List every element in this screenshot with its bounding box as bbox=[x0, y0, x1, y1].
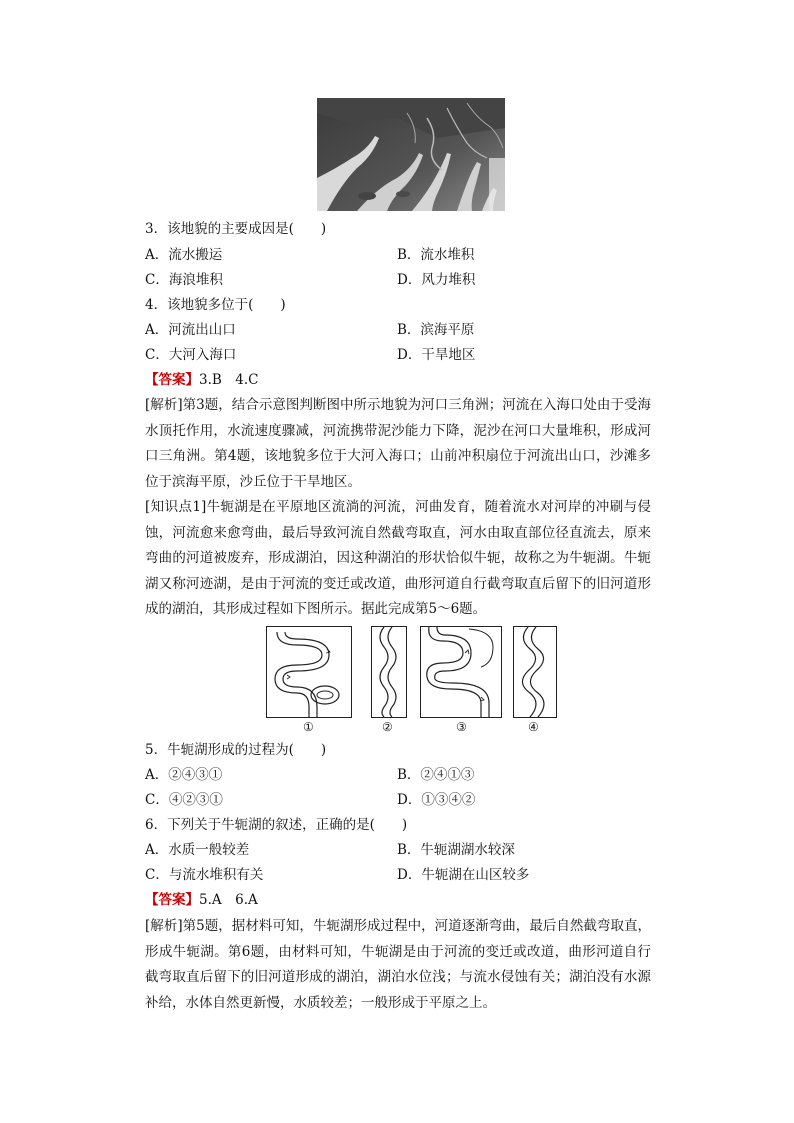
q4-stem: 4．该地貌多位于( ) bbox=[145, 297, 286, 313]
figure-label-1: ① bbox=[303, 720, 314, 734]
answer-1 bbox=[145, 370, 259, 390]
figure-panel-3 bbox=[420, 626, 502, 718]
q3-option-a[interactable]: A．流水搬运 bbox=[145, 247, 223, 263]
analysis-2: [解析]第5题，据材料可知，牛轭湖形成过程中，河道逐渐弯曲，最后自然截弯取直，形成牛轭湖。第6题，由材料可知，牛轭湖是由于河流的变迁或改道，曲形河道自行截弯取直后留下的旧河道形成的湖泊，湖泊水位浅；与流水侵蚀有关；湖泊没有水源补给，水体自然更新慢，水质较差；一般形成于平原之上。 bbox=[145, 918, 651, 1011]
q3-stem: 3．该地貌的主要成因是( ) bbox=[145, 221, 327, 237]
answer-tag: 【答案】 bbox=[145, 372, 199, 388]
analysis-1: [解析]第3题，结合示意图判断图中所示地貌为河口三角洲；河流在入海口处由于受海水顶托作用，水流速度骤减，河流携带泥沙能力下降，泥沙在河口大量堆积，形成河口三角洲。第4题，该地貌多位于大河入海口；山前冲积扇位于河流出山口，沙滩多位于滨海平原，沙丘位于干旱地区。 bbox=[145, 397, 651, 490]
answer-text: 5.A 6.A bbox=[199, 892, 258, 908]
q5-option-a[interactable]: A．②④③① bbox=[145, 767, 223, 783]
delta-satellite-photo bbox=[317, 98, 505, 211]
q6-option-b[interactable]: B．牛轭湖湖水较深 bbox=[397, 842, 515, 858]
oxbow-lake-figure bbox=[266, 626, 558, 738]
figure-panel-2 bbox=[371, 626, 407, 718]
q5-option-d[interactable]: D．①③④② bbox=[397, 792, 476, 808]
q3-option-c[interactable]: C．海浪堆积 bbox=[145, 272, 223, 288]
figure-label-4: ④ bbox=[528, 720, 539, 734]
q5-stem: 5．牛轭湖形成的过程为( ) bbox=[145, 742, 327, 758]
answer-text: 3.B 4.C bbox=[199, 372, 259, 388]
q6-stem: 6．下列关于牛轭湖的叙述，正确的是( ) bbox=[145, 817, 408, 833]
q3-option-b[interactable]: B．流水堆积 bbox=[397, 247, 475, 263]
q4-option-c[interactable]: C．大河入海口 bbox=[145, 347, 237, 363]
q3-option-d[interactable]: D．风力堆积 bbox=[397, 272, 476, 288]
q6-option-d[interactable]: D．牛轭湖在山区较多 bbox=[397, 867, 530, 883]
q4-option-a[interactable]: A．河流出山口 bbox=[145, 322, 236, 338]
answer-tag: 【答案】 bbox=[145, 892, 199, 908]
q6-option-c[interactable]: C．与流水堆积有关 bbox=[145, 867, 264, 883]
q5-option-b[interactable]: B．②④①③ bbox=[397, 767, 475, 783]
q5-option-c[interactable]: C．④②③① bbox=[145, 792, 223, 808]
answer-2 bbox=[145, 890, 258, 910]
q4-option-b[interactable]: B．滨海平原 bbox=[397, 322, 475, 338]
knowledge-point-1: [知识点1]牛轭湖是在平原地区流淌的河流，河曲发育，随着流水对河岸的冲刷与侵蚀，河流愈来愈弯曲，最后导致河流自然截弯取直，河水由取直部位径直流去，原来弯曲的河道被废弃，形成湖泊，因这种湖泊的形状恰似牛轭，故称之为牛轭湖。牛轭湖又称河迹湖，是由于河流的变迁或改道，曲形河道自行截弯取直后留下的旧河道形成的湖泊，其形成过程如下图所示。据此完成第5～6题。 bbox=[145, 499, 651, 617]
figure-label-3: ③ bbox=[456, 720, 467, 734]
figure-panel-4 bbox=[513, 626, 557, 718]
q4-option-d[interactable]: D．干旱地区 bbox=[397, 347, 476, 363]
figure-panel-1 bbox=[266, 626, 352, 718]
figure-label-2: ② bbox=[382, 720, 393, 734]
q6-option-a[interactable]: A．水质一般较差 bbox=[145, 842, 250, 858]
